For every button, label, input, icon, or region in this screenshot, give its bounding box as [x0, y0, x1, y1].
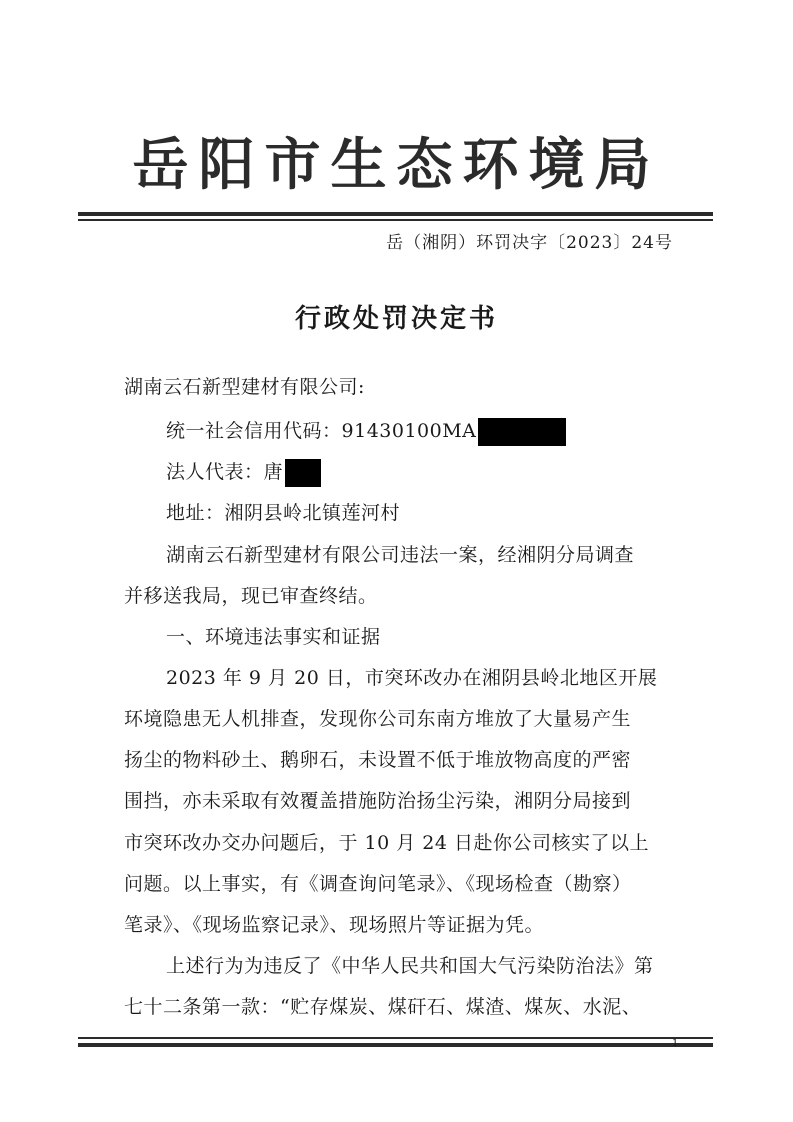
section-heading: 一、环境违法事实和证据: [166, 626, 381, 648]
footer-rule-thin: [78, 1037, 713, 1039]
redaction-block: [285, 459, 321, 487]
paragraph-line: 上述行为为违反了《中华人民共和国大气污染防治法》第: [166, 955, 654, 977]
credit-code-label: 统一社会信用代码：: [166, 420, 342, 442]
paragraph-line: 2023 年 9 月 20 日，市突环改办在湘阴县岭北地区开展: [166, 667, 658, 689]
credit-code-line: [166, 416, 566, 446]
credit-code-value: 91430100MA: [341, 420, 477, 442]
paragraph-line: 围挡，亦未采取有效覆盖措施防治扬尘污染，湘阴分局接到: [124, 790, 632, 812]
agency-letterhead: 岳阳市生态环境局: [132, 133, 661, 198]
redaction-block: [478, 418, 566, 446]
paragraph-line: 湖南云石新型建材有限公司违法一案，经湘阴分局调查: [166, 544, 635, 566]
header-rule-thin: [78, 219, 713, 221]
paragraph-line: 并移送我局，现已审查终结。: [124, 585, 378, 607]
recipient: 湖南云石新型建材有限公司:: [124, 376, 365, 398]
paragraph-line: 问题。以上事实，有《调查询问笔录》、《现场检查（勘察）: [124, 873, 632, 895]
header-rule-thick: [78, 212, 713, 216]
address: 地址：湘阴县岭北镇莲河村: [166, 502, 401, 524]
paragraph-line: 环境隐患无人机排查，发现你公司东南方堆放了大量易产生: [124, 708, 632, 730]
paragraph-line: 市突环改办交办问题后，于 10 月 24 日赴你公司核实了以上: [124, 832, 650, 854]
paragraph-line: 笔录》、《现场监察记录》、现场照片等证据为凭。: [124, 914, 545, 936]
document-number: 岳（湘阴）环罚决字〔2023〕24号: [386, 233, 673, 253]
legal-rep-label: 法人代表：: [166, 461, 264, 483]
page-number: 1: [672, 1038, 679, 1049]
legal-rep-value: 唐: [263, 461, 284, 483]
legal-rep-line: [166, 457, 321, 487]
paragraph-line: 七十二条第一款：“贮存煤炭、煤矸石、煤渣、煤灰、水泥、: [124, 996, 642, 1018]
document-title: 行政处罚决定书: [294, 304, 498, 334]
footer-rule-thick: [78, 1043, 713, 1047]
paragraph-line: 扬尘的物料砂土、鹅卵石，未设置不低于堆放物高度的严密: [124, 749, 632, 771]
